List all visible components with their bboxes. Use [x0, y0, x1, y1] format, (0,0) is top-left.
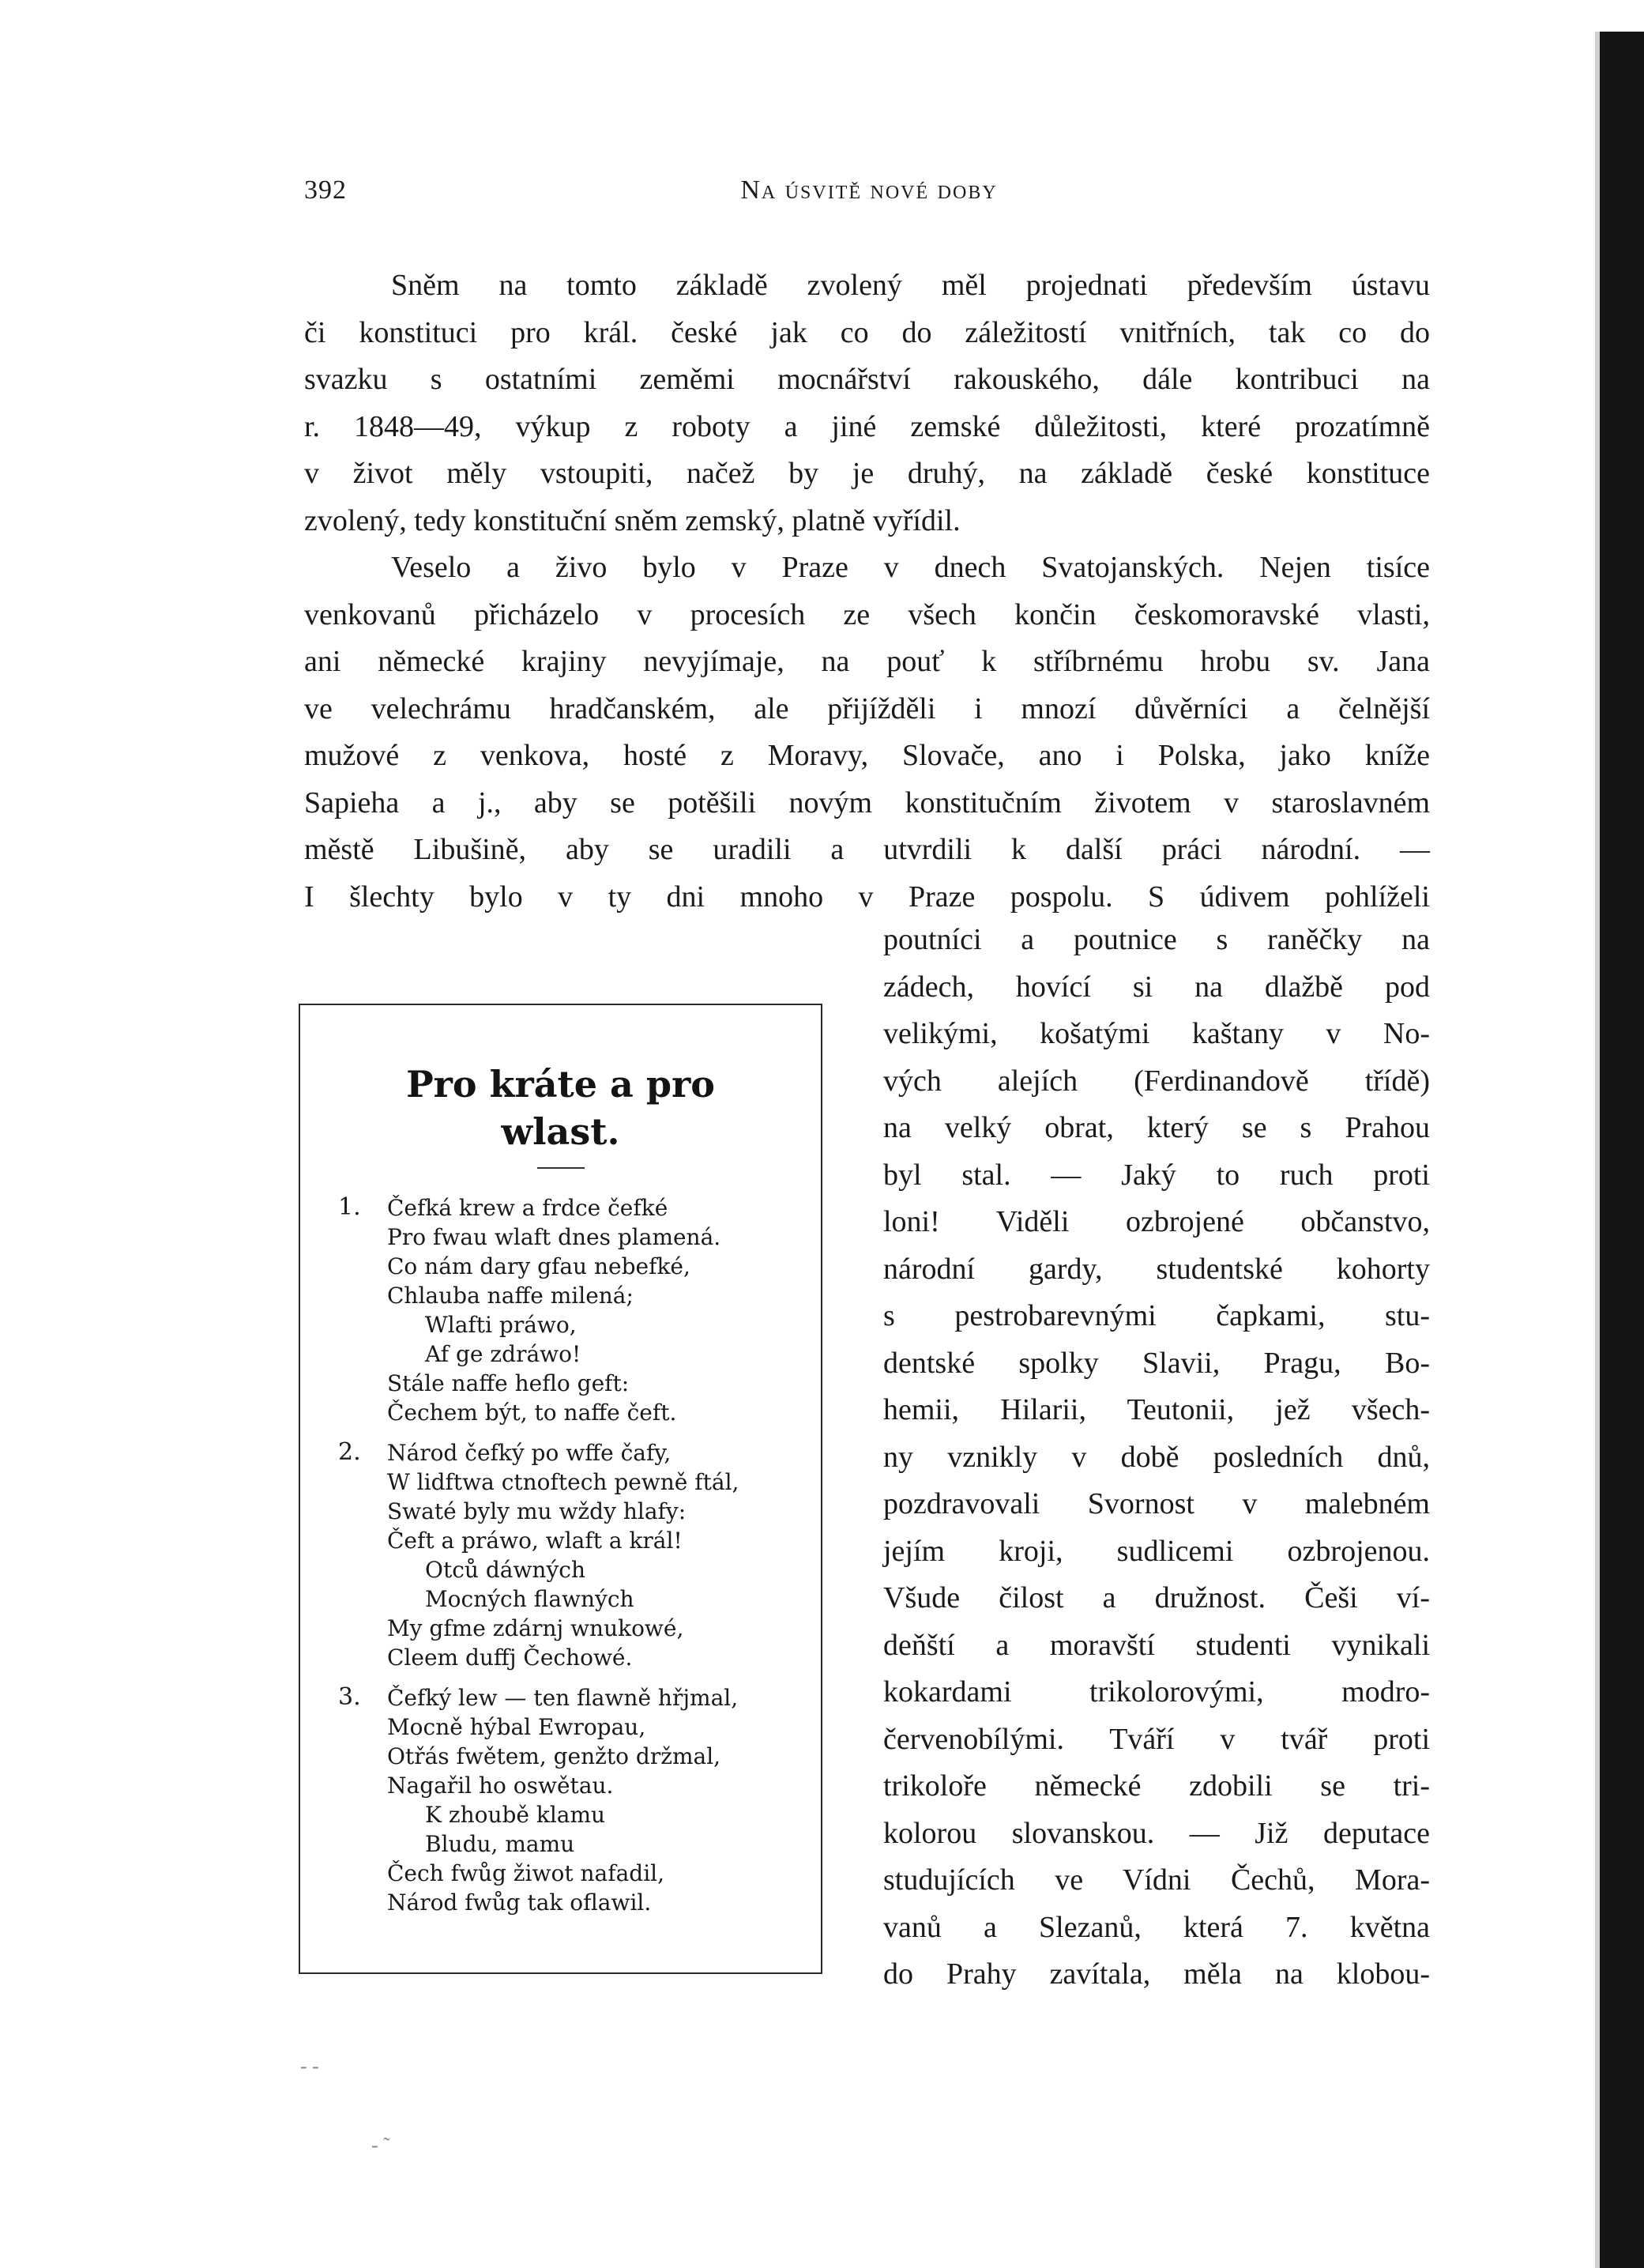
verse-line: Čech fwůg žiwot nafadil, [387, 1860, 664, 1886]
verse-line: Mocně hýbal Ewropau, [387, 1714, 646, 1740]
poem-stanza-1 [338, 1193, 812, 1427]
verse-line: Národ čefký po wffe čafy, [387, 1440, 672, 1466]
text-line: Sněm na tomto základě zvolený měl projednati především ústavu [391, 269, 1430, 302]
body-text-full-width [304, 262, 1430, 921]
stanza-number: 3. [338, 1683, 361, 1711]
poem-title-line: Pro kráte a pro [406, 1063, 715, 1106]
verse-line: Otřás fwětem, genžto držmal, [387, 1743, 721, 1769]
column-line: s pestrobarevnými čapkami, stu- [883, 1299, 1430, 1332]
text-line: ve velechrámu hradčanském, ale přijížděli i mnozí důvěrníci a čelnější [304, 691, 1430, 725]
scan-speck: - ˜ [371, 2134, 390, 2157]
text-line: či konstituci pro král. české jak co do záležitostí vnitřních, tak co do [304, 315, 1430, 349]
verse-line: Pro fwau wlaft dnes plamená. [387, 1224, 721, 1250]
text-line: v život měly vstoupiti, načež by je druhý, na základě české konstituce [304, 457, 1430, 490]
column-line: kolorou slovanskou. — Již deputace [883, 1816, 1430, 1850]
text-line: I šlechty bylo v ty dni mnoho v Praze pospolu. S údivem pohlíželi [304, 880, 1430, 914]
text-line: zvolený, tedy konstituční sněm zemský, platně vyřídil. [304, 503, 961, 537]
column-line: ny vznikly v době posledních dnů, [883, 1440, 1430, 1474]
verse-line: K zhoubě klamu [425, 1802, 606, 1828]
text-line: ani německé krajiny nevyjímaje, na pouť k stříbrnému hrobu sv. Jana [304, 645, 1430, 678]
verse-line: Mocných flawných [425, 1586, 634, 1612]
verse-line: My gfme zdárnj wnukowé, [387, 1615, 684, 1641]
text-line: venkovanů přicházelo v procesích ze všech končin českomoravské vlasti, [304, 597, 1430, 631]
verse-line: Bludu, mamu [425, 1831, 575, 1857]
scan-speck: - ‑ [300, 2055, 319, 2078]
column-line: loni! Viděli ozbrojené občanstvo, [883, 1205, 1430, 1238]
column-line: národní gardy, studentské kohorty [883, 1252, 1430, 1286]
poem-title [300, 1061, 821, 1155]
column-line: zádech, hovící si na dlažbě pod [883, 970, 1430, 1004]
text-line: Sapieha a j., aby se potěšili novým konstitučním životem v staroslavném [304, 786, 1430, 819]
page-number: 392 [304, 175, 347, 205]
column-line: vých alejích (Ferdinandově třídě) [883, 1064, 1430, 1098]
column-line: studujících ve Vídni Čechů, Mora- [883, 1863, 1430, 1897]
body-text-column [883, 917, 1430, 1999]
column-line: deňští a moravští studenti vynikali [883, 1628, 1430, 1662]
verse-line: Swaté byly mu wždy hlafy: [387, 1498, 687, 1524]
verse-line: Stále naffe heflo geft: [387, 1370, 630, 1396]
text-line: Veselo a živo bylo v Praze v dnech Svatojanských. Nejen tisíce [391, 551, 1430, 584]
verse-line: Wlafti práwo, [425, 1312, 577, 1338]
verse-line: Co nám dary gfau nebefké, [387, 1253, 690, 1279]
poem-divider [537, 1167, 585, 1169]
column-line: velikými, košatými kaštany v No- [883, 1017, 1430, 1050]
verse-line: Cleem duffj Čechowé. [387, 1644, 633, 1671]
text-line: mužové z venkova, hosté z Moravy, Slovače, ano i Polska, jako kníže [304, 739, 1430, 772]
column-line: dentské spolky Slavii, Pragu, Bo- [883, 1346, 1430, 1380]
column-line: byl stal. — Jaký to ruch proti [883, 1158, 1430, 1192]
running-head-text: Na úsvitě nové doby [740, 175, 998, 205]
running-head [553, 175, 1185, 205]
binding-edge [1600, 32, 1644, 2268]
column-line: jejím kroji, sudlicemi ozbrojenou. [883, 1534, 1430, 1568]
verse-line: Nagařil ho oswětau. [387, 1773, 614, 1799]
column-line: červenobílými. Tváří v tvář proti [883, 1722, 1430, 1756]
column-line: trikoloře německé zdobili se tri- [883, 1769, 1430, 1803]
poem-title-line: wlast. [501, 1110, 620, 1153]
column-line: kokardami trikolorovými, modro- [883, 1675, 1430, 1709]
page-edge-shadow [1595, 32, 1600, 2268]
verse-line: Otců dáwných [425, 1557, 585, 1583]
poem-figure [299, 1004, 822, 1974]
verse-line: W lidftwa ctnoftech pewně ftál, [387, 1469, 739, 1495]
verse-line: Národ fwůg tak oflawil. [387, 1889, 652, 1916]
stanza-number: 2. [338, 1438, 361, 1466]
text-line: r. 1848—49, výkup z roboty a jiné zemské důležitosti, které prozatímně [304, 409, 1430, 443]
verse-line: Čeft a práwo, wlaft a král! [387, 1528, 683, 1554]
text-line: svazku s ostatními zeměmi mocnářství rakouského, dále kontribuci na [304, 363, 1430, 396]
verse-line: Čefký lew — ten flawně hřjmal, [387, 1685, 739, 1711]
verse-line: Af ge zdráwo! [425, 1341, 581, 1367]
poem-stanza-2 [338, 1438, 812, 1672]
column-line: Všude čilost a družnost. Češi ví- [883, 1581, 1430, 1614]
verse-line: Chlauba naffe milená; [387, 1283, 634, 1309]
column-line: poutníci a poutnice s raněčky na [883, 923, 1430, 956]
column-line: do Prahy zavítala, měla na klobou- [883, 1957, 1430, 1991]
column-line: hemii, Hilarii, Teutonii, jež všech- [883, 1393, 1430, 1426]
verse-line: Čechem být, to naffe čeft. [387, 1400, 677, 1426]
column-line: pozdravovali Svornost v malebném [883, 1487, 1430, 1520]
column-line: vanů a Slezanů, která 7. května [883, 1910, 1430, 1944]
verse-line: Čefká krew a frdce čefké [387, 1195, 668, 1221]
text-line: městě Libušině, aby se uradili a utvrdili k další práci národní. — [304, 833, 1430, 866]
column-line: na velký obrat, který se s Prahou [883, 1111, 1430, 1144]
poem-stanza-3 [338, 1683, 812, 1917]
stanza-number: 1. [338, 1193, 361, 1221]
